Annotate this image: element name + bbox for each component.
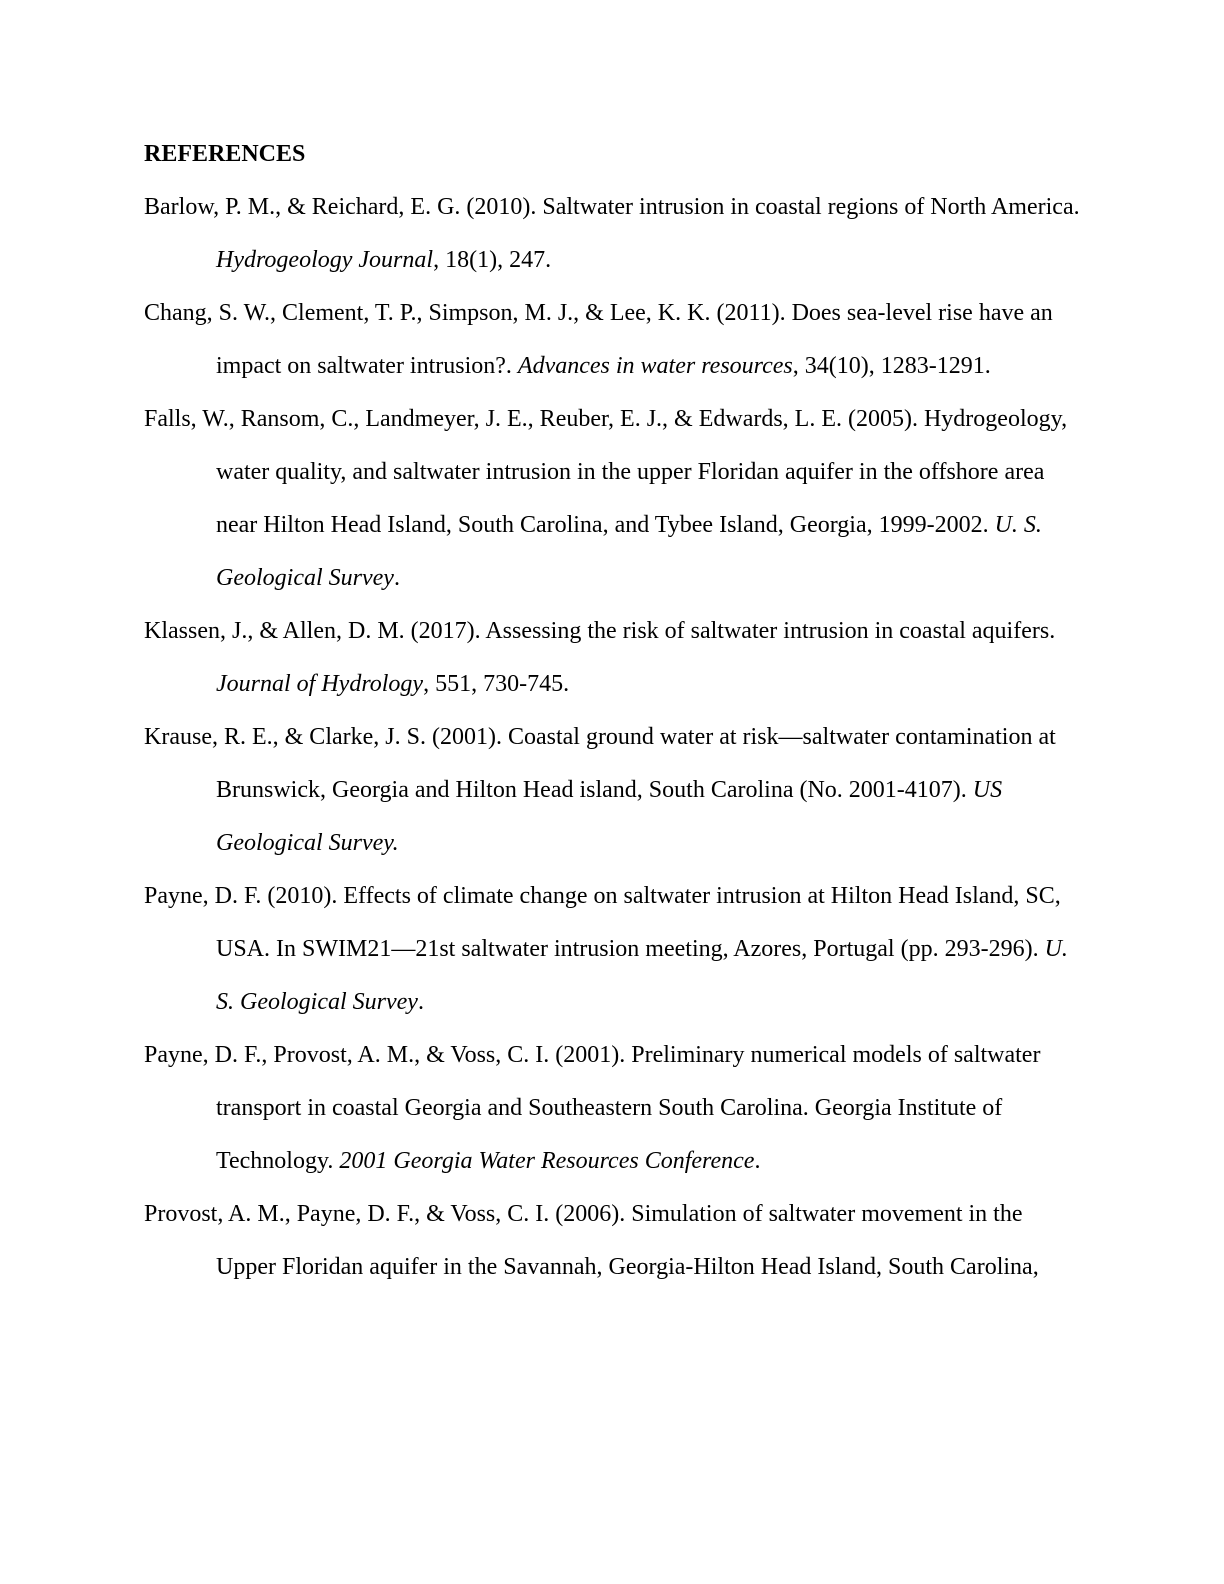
reference-text-segment: Krause, R. E., & Clarke, J. S. (2001). Coastal ground water at risk—saltwater contamination at Brunswick, Georgia and Hilton Head island, South Carolina (No. 2001-4107). [144,724,1056,803]
reference-entry-klassen-2017 [144,605,1080,711]
reference-text-segment: . [754,1148,761,1174]
reference-text-segment: Klassen, J., & Allen, D. M. (2017). Assessing the risk of saltwater intrusion in coastal aquifers. [144,618,1056,644]
reference-text-segment: Chang, S. W., Clement, T. P., Simpson, M. J., & Lee, K. K. (2011). Does sea-level rise have an impact on saltwater intrusion?. [144,300,1053,379]
reference-text-segment: Provost, A. M., Payne, D. F., & Voss, C. I. (2006). Simulation of saltwater movement in the Upper Floridan aquifer in the Savannah, Georgia-Hilton Head Island, South Carolina, [144,1201,1039,1280]
reference-text-segment: , 551, 730-745. [423,671,570,697]
reference-journal-title: Hydrogeology Journal [216,247,434,273]
reference-text-segment: Payne, D. F. (2010). Effects of climate change on saltwater intrusion at Hilton Head Island, SC, USA. In SWIM21—21st saltwater intrusion meeting, Azores, Portugal (pp. 293-296). [144,883,1061,962]
reference-journal-title: U. S. Geological Survey [216,512,1042,591]
reference-text-segment: , 18(1), 247. [433,247,552,273]
reference-journal-title: 2001 Georgia Water Resources Conference [339,1148,755,1174]
reference-journal-title: U. S. Geological Survey [216,936,1068,1015]
reference-entry-barlow-2010 [144,181,1080,287]
reference-text-segment: , 34(10), 1283-1291. [792,353,991,379]
reference-entry-chang-2011 [144,287,1080,393]
reference-journal-title: US Geological Survey. [216,777,1003,856]
references-heading: REFERENCES [144,141,306,167]
reference-entry-payne-2010 [144,870,1080,1029]
reference-text-segment: Payne, D. F., Provost, A. M., & Voss, C. I. (2001). Preliminary numerical models of saltwater transport in coastal Georgia and Southeastern South Carolina. Georgia Institute of Technology. [144,1042,1041,1174]
reference-entry-falls-2005 [144,393,1080,605]
reference-text-segment: Falls, W., Ransom, C., Landmeyer, J. E., Reuber, E. J., & Edwards, L. E. (2005). Hydrogeology, water quality, and saltwater intrusion in the upper Floridan aquifer in the offshore area near Hilton Head Island, South Carolina, and Tybee Island, Georgia, 1999-2002. [144,406,1068,538]
reference-text-segment: . [393,565,400,591]
reference-entry-krause-2001 [144,711,1080,870]
reference-journal-title: Journal of Hydrology [216,671,424,697]
reference-text-segment: Barlow, P. M., & Reichard, E. G. (2010). Saltwater intrusion in coastal regions of North America. [144,194,1080,220]
reference-entry-provost-2006 [144,1188,1080,1294]
reference-journal-title: Advances in water resources [517,353,793,379]
reference-text-segment: . [417,989,424,1015]
reference-entry-payne-2001 [144,1029,1080,1188]
